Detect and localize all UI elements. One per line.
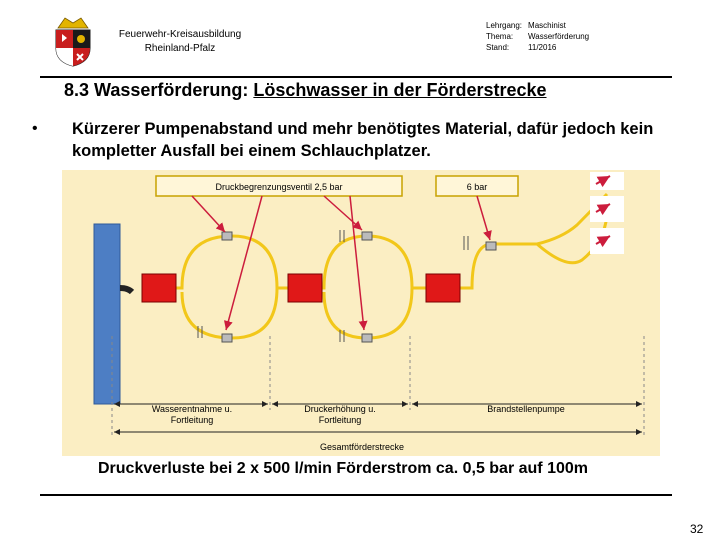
- meta-key: Stand:: [486, 43, 510, 52]
- organisation-name: [100, 28, 260, 56]
- bullet-text: Kürzerer Pumpenabstand und mehr benötigtes Material, dafür jedoch kein kompletter Ausfall bei einem Schlauchplatzer.: [72, 120, 654, 160]
- valve: [222, 334, 232, 342]
- meta-value: Maschinist: [528, 21, 566, 30]
- meta-value: 11/2016: [528, 43, 557, 52]
- section-boost-line1: Druckerhöhung u.: [304, 404, 376, 414]
- section-intake-line2: Fortleitung: [170, 415, 214, 425]
- meta-key: Lehrgang:: [486, 21, 523, 30]
- valve: [486, 242, 496, 250]
- slide-title: [64, 80, 547, 101]
- valve: [222, 232, 232, 240]
- meta-row: [486, 31, 595, 42]
- valve: [362, 232, 372, 240]
- section-boost-line2: Fortleitung: [318, 415, 362, 425]
- header-divider: [40, 76, 672, 78]
- section-fire-pump: Brandstellenpumpe: [487, 404, 565, 414]
- org-line-2: Rheinland-Pfalz: [144, 43, 216, 54]
- water-supply-diagram: [62, 170, 660, 456]
- bullet-marker: •: [32, 120, 38, 137]
- pump-1: [142, 274, 176, 302]
- pump-3: [426, 274, 460, 302]
- title-prefix: 8.3 Wasserförderung:: [64, 80, 254, 100]
- meta-row: [486, 20, 595, 31]
- pressure-label: 6 bar: [466, 182, 488, 192]
- nozzle-box: [590, 172, 624, 190]
- section-total: Gesamtförderstrecke: [319, 442, 405, 452]
- meta-table: [486, 20, 595, 53]
- nozzle-box: [590, 228, 624, 254]
- nozzle-box: [590, 196, 624, 222]
- pump-2: [288, 274, 322, 302]
- meta-row: [486, 42, 595, 53]
- valve-label: Druckbegrenzungsventil 2,5 bar: [215, 182, 343, 192]
- page-number: 32: [690, 522, 704, 536]
- valve: [362, 334, 372, 342]
- title-underlined: Löschwasser in der Förderstrecke: [253, 80, 547, 100]
- water-source: [94, 224, 120, 404]
- section-intake-line1: Wasserentnahme u.: [151, 404, 233, 414]
- coat-of-arms-logo: [50, 14, 96, 68]
- caption: Druckverluste bei 2 x 500 l/min Förderstrom ca. 0,5 bar auf 100m: [98, 460, 588, 477]
- org-line-1: Feuerwehr-Kreisausbildung: [118, 29, 242, 40]
- nozzles: [590, 172, 624, 254]
- meta-value: Wasserförderung: [528, 32, 590, 41]
- footer-divider: [40, 494, 672, 496]
- meta-key: Thema:: [486, 32, 514, 41]
